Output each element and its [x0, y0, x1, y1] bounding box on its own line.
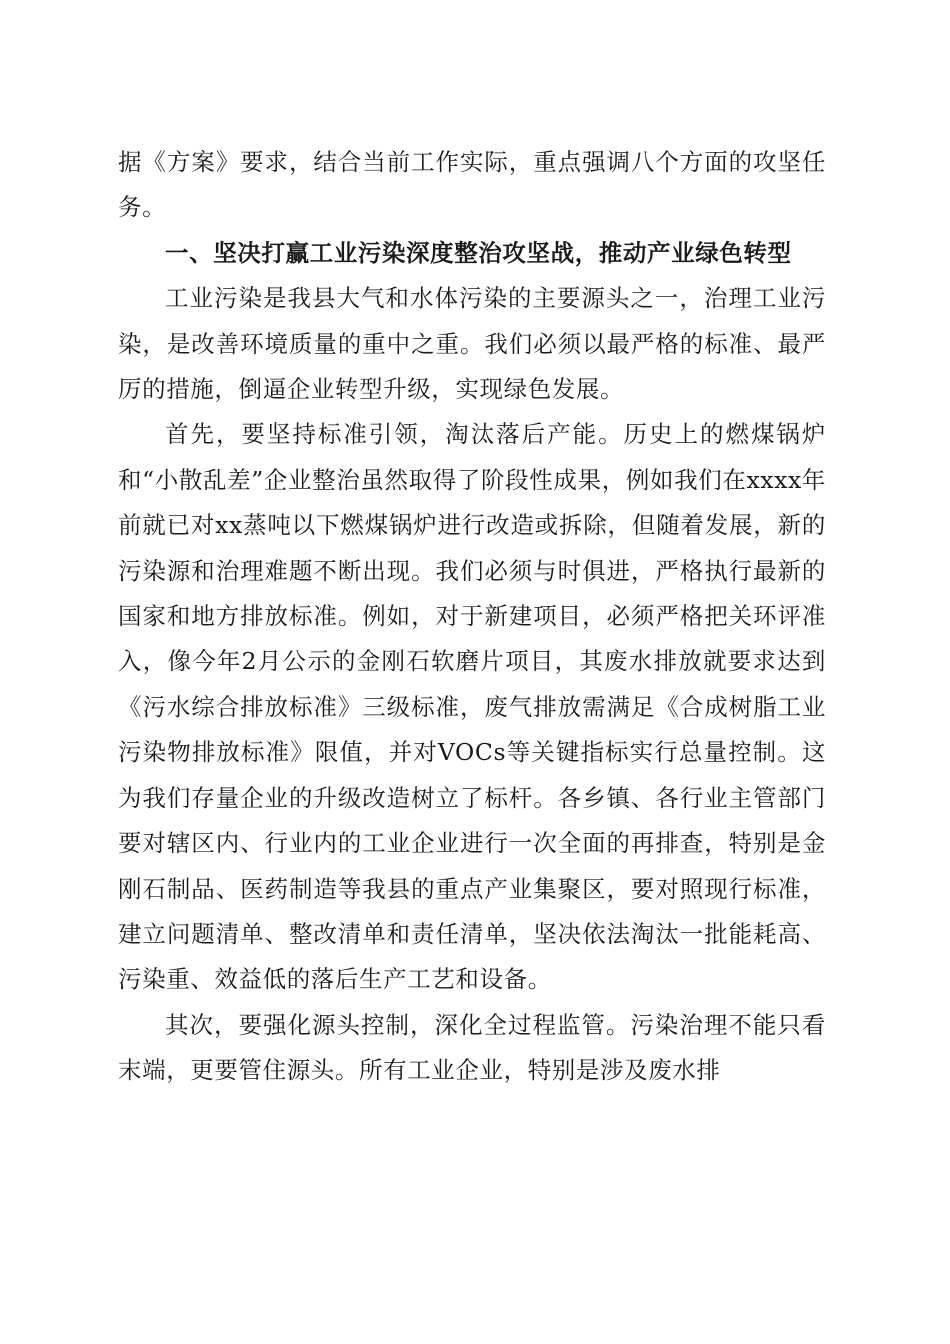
paragraph-industrial-pollution: 工业污染是我县大气和水体污染的主要源头之一，治理工业污染，是改善环境质量的重中之重。我们必须以最严格的标准、最严厉的措施，倒逼企业转型升级，实现绿色发展。	[118, 284, 826, 404]
paragraph-continuation: 据《方案》要求，结合当前工作实际，重点强调八个方面的攻坚任务。	[118, 148, 826, 222]
paragraph-first-standards: 首先，要坚持标准引领，淘汰落后产能。历史上的燃煤锅炉和“小散乱差”企业整治虽然取得了阶段性成果，例如我们在xxxx年前就已对xx蒸吨以下燃煤锅炉进行改造或拆除，但随着发展，新的污染源和治理难题不断出现。我们必须与时俱进，严格执行最新的国家和地方排放标准。例如，对于新建项目，必须严格把关环评准入，像今年2月公示的金刚石软磨片项目，其废水排放就要求达到《污水综合排放标准》三级标准，废气排放需满足《合成树脂工业污染物排放标准》限值，并对VOCs等关键指标实行总量控制。这为我们存量企业的升级改造树立了标杆。各乡镇、各行业主管部门要对辖区内、行业内的工业企业进行一次全面的再排查，特别是金刚石制品、医药制造等我县的重点产业集聚区，要对照现行标准，建立问题清单、整改清单和责任清单，坚决依法淘汰一批能耗高、污染重、效益低的落后生产工艺和设备。	[118, 420, 826, 994]
paragraph-second-source-control: 其次，要强化源头控制，深化全过程监管。污染治理不能只看末端，更要管住源头。所有工业企业，特别是涉及废水排	[118, 1010, 826, 1085]
section-heading: 一、坚决打赢工业污染深度整治攻坚战，推动产业绿色转型	[165, 238, 792, 267]
document-body	[118, 140, 826, 1094]
